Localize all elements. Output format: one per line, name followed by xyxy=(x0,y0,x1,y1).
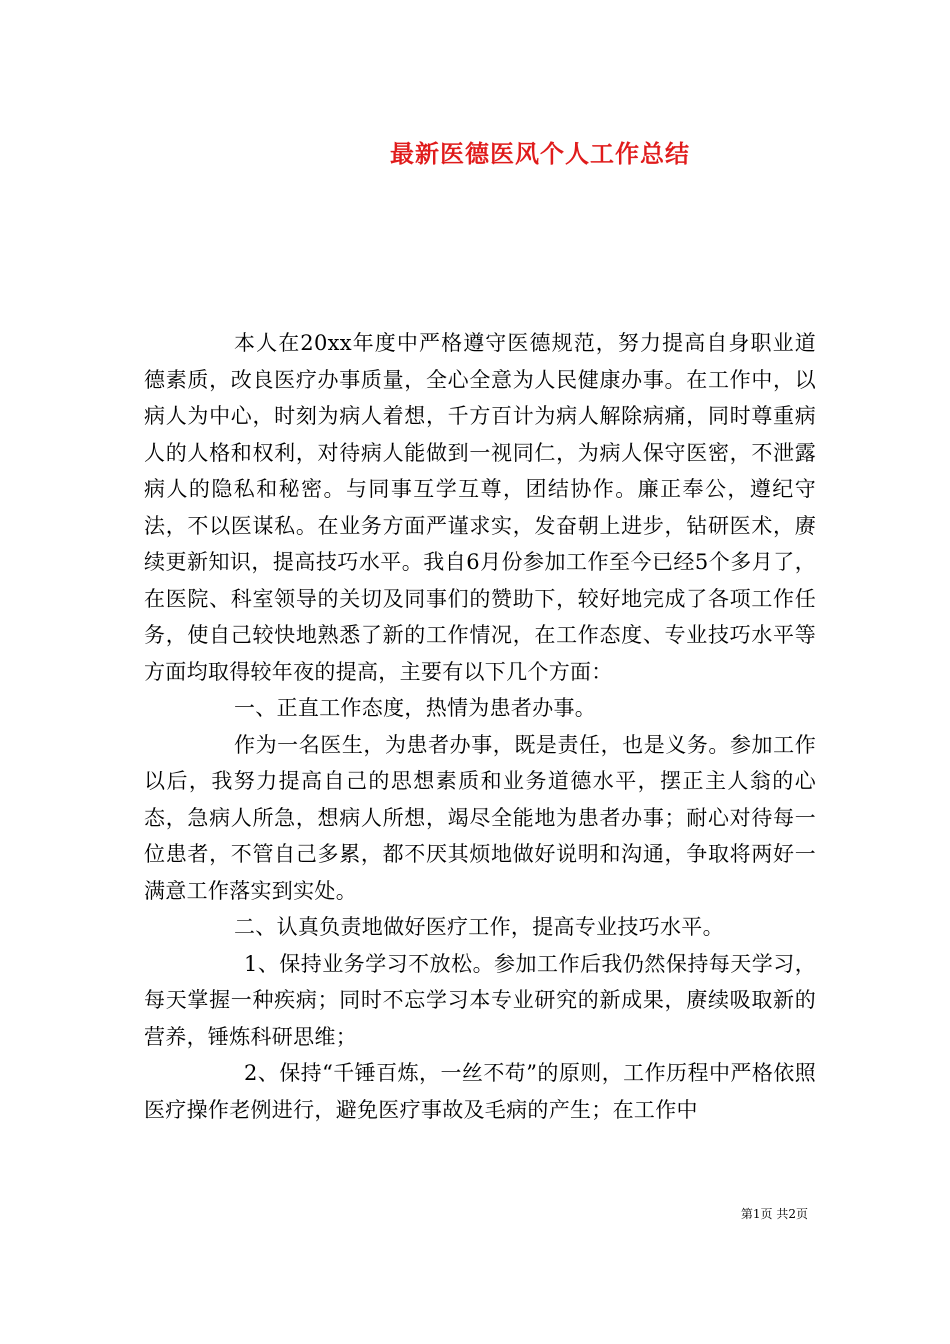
document-title: 最新医德医风个人工作总结 xyxy=(390,139,690,168)
paragraph-item-2: 2、保持“千锤百炼，一丝不苟”的原则，工作历程中严格依照医疗操作老例进行，避免医疗事故及毛病的产生；在工作中 xyxy=(144,1061,816,1122)
paragraph-section-1: 作为一名医生，为患者办事，既是责任，也是义务。参加工作以后，我努力提高自己的思想素质和业务道德水平，摆正主人翁的心态，急病人所急，想病人所想，竭尽全能地为患者办事；耐心对待每一位患者，不管自己多累，都不厌其烦地做好说明和沟通，争取将两好一满意工作落实到实处。 xyxy=(144,732,816,903)
section-heading-2: 二、认真负责地做好医疗工作，提高专业技巧水平。 xyxy=(234,915,724,939)
page-number-footer: 第1页 共2页 xyxy=(740,1207,808,1221)
section-heading-1: 一、正直工作态度，热情为患者办事。 xyxy=(234,696,597,720)
paragraph-intro: 本人在20xx年度中严格遵守医德规范，努力提高自身职业道德素质，改良医疗办事质量，全心全意为人民健康办事。在工作中，以病人为中心，时刻为病人着想，千方百计为病人解除病痛，同时尊重病人的人格和权利，对待病人能做到一视同仁，为病人保守医密，不泄露病人的隐私和秘密。与同事互学互尊，团结协作。廉正奉公，遵纪守法，不以医谋私。在业务方面严谨求实，发奋朝上进步，钻研医术，赓续更新知识，提高技巧水平。我自6月份参加工作至今已经5个多月了，在医院、科室领导的关切及同事们的赞助下，较好地完成了各项工作任务，使自己较快地熟悉了新的工作情况，在工作态度、专业技巧水平等方面均取得较年夜的提高，主要有以下几个方面： xyxy=(144,331,816,684)
document-body xyxy=(144,325,816,1128)
paragraph-item-1: 1、保持业务学习不放松。参加工作后我仍然保持每天学习，每天掌握一种疾病；同时不忘学习本专业研究的新成果，赓续吸取新的营养，锤炼科研思维； xyxy=(144,951,816,1049)
